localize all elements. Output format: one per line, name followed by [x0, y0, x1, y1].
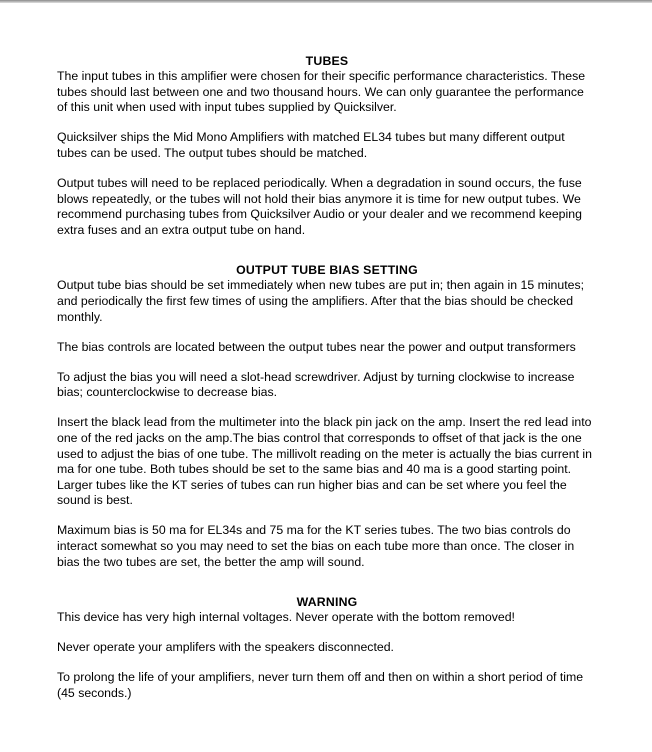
paragraph: To prolong the life of your amplifiers, never turn them off and then on within a short period of time (45 seconds.): [57, 670, 584, 701]
paragraph: Quicksilver ships the Mid Mono Amplifiers with matched EL34 tubes but many different output tubes can be used. The output tubes should be matched.: [57, 130, 565, 160]
section-title-warning: WARNING: [296, 595, 358, 610]
paragraph: This device has very high internal voltages. Never operate with the bottom removed!: [57, 610, 515, 625]
section-title-bias: OUTPUT TUBE BIAS SETTING: [236, 263, 418, 278]
paragraph: Never operate your amplifers with the speakers disconnected.: [57, 640, 394, 655]
window-top-edge: [0, 0, 652, 3]
section-warning: [57, 594, 597, 701]
section-tubes: [57, 53, 597, 238]
paragraph: The bias controls are located between the output tubes near the power and output transformers: [57, 339, 576, 354]
document-page: [57, 53, 597, 716]
paragraph: To adjust the bias you will need a slot-head screwdriver. Adjust by turning clockwise to increase bias; counterclockwise to decrease bias.: [57, 369, 575, 400]
section-output-tube-bias: [57, 262, 597, 570]
paragraph: Output tubes will need to be replaced periodically. When a degradation in sound occurs, the fuse blows repeatedly, or the tubes will not hold their bias anymore it is time for new output tubes. We recommend purchasing tubes from Quicksilver Audio or your dealer and we recommend keeping extra fuses and an extra output tube on hand.: [57, 175, 582, 237]
paragraph: The input tubes in this amplifier were chosen for their specific performance characteristics. These tubes should last between one and two thousand hours. We can only guarantee the performance of this unit when used with input tubes supplied by Quicksilver.: [57, 69, 586, 115]
paragraph: Output tube bias should be set immediately when new tubes are put in; then again in 15 minutes; and periodically the first few times of using the amplifiers. After that the bias should be checked monthly.: [57, 278, 585, 324]
section-title-tubes: TUBES: [305, 54, 349, 68]
paragraph: Maximum bias is 50 ma for EL34s and 75 ma for the KT series tubes. The two bias controls do interact somewhat so you may need to set the bias on each tube more than once. The closer in bias the two tubes are set, the better the amp will sound.: [57, 523, 575, 569]
paragraph: Insert the black lead from the multimeter into the black pin jack on the amp. Insert the red lead into one of the red jacks on the amp.The bias control that corresponds to offset of that jack is the one used to adjust the bias of one tube. The millivolt reading on the meter is actually the bias current in ma for one tube. Both tubes should be set to the same bias and 40 ma is a good starting point. Larger tubes like the KT series of tubes can run higher bias and can be set where you feel the sound is best.: [57, 415, 592, 508]
